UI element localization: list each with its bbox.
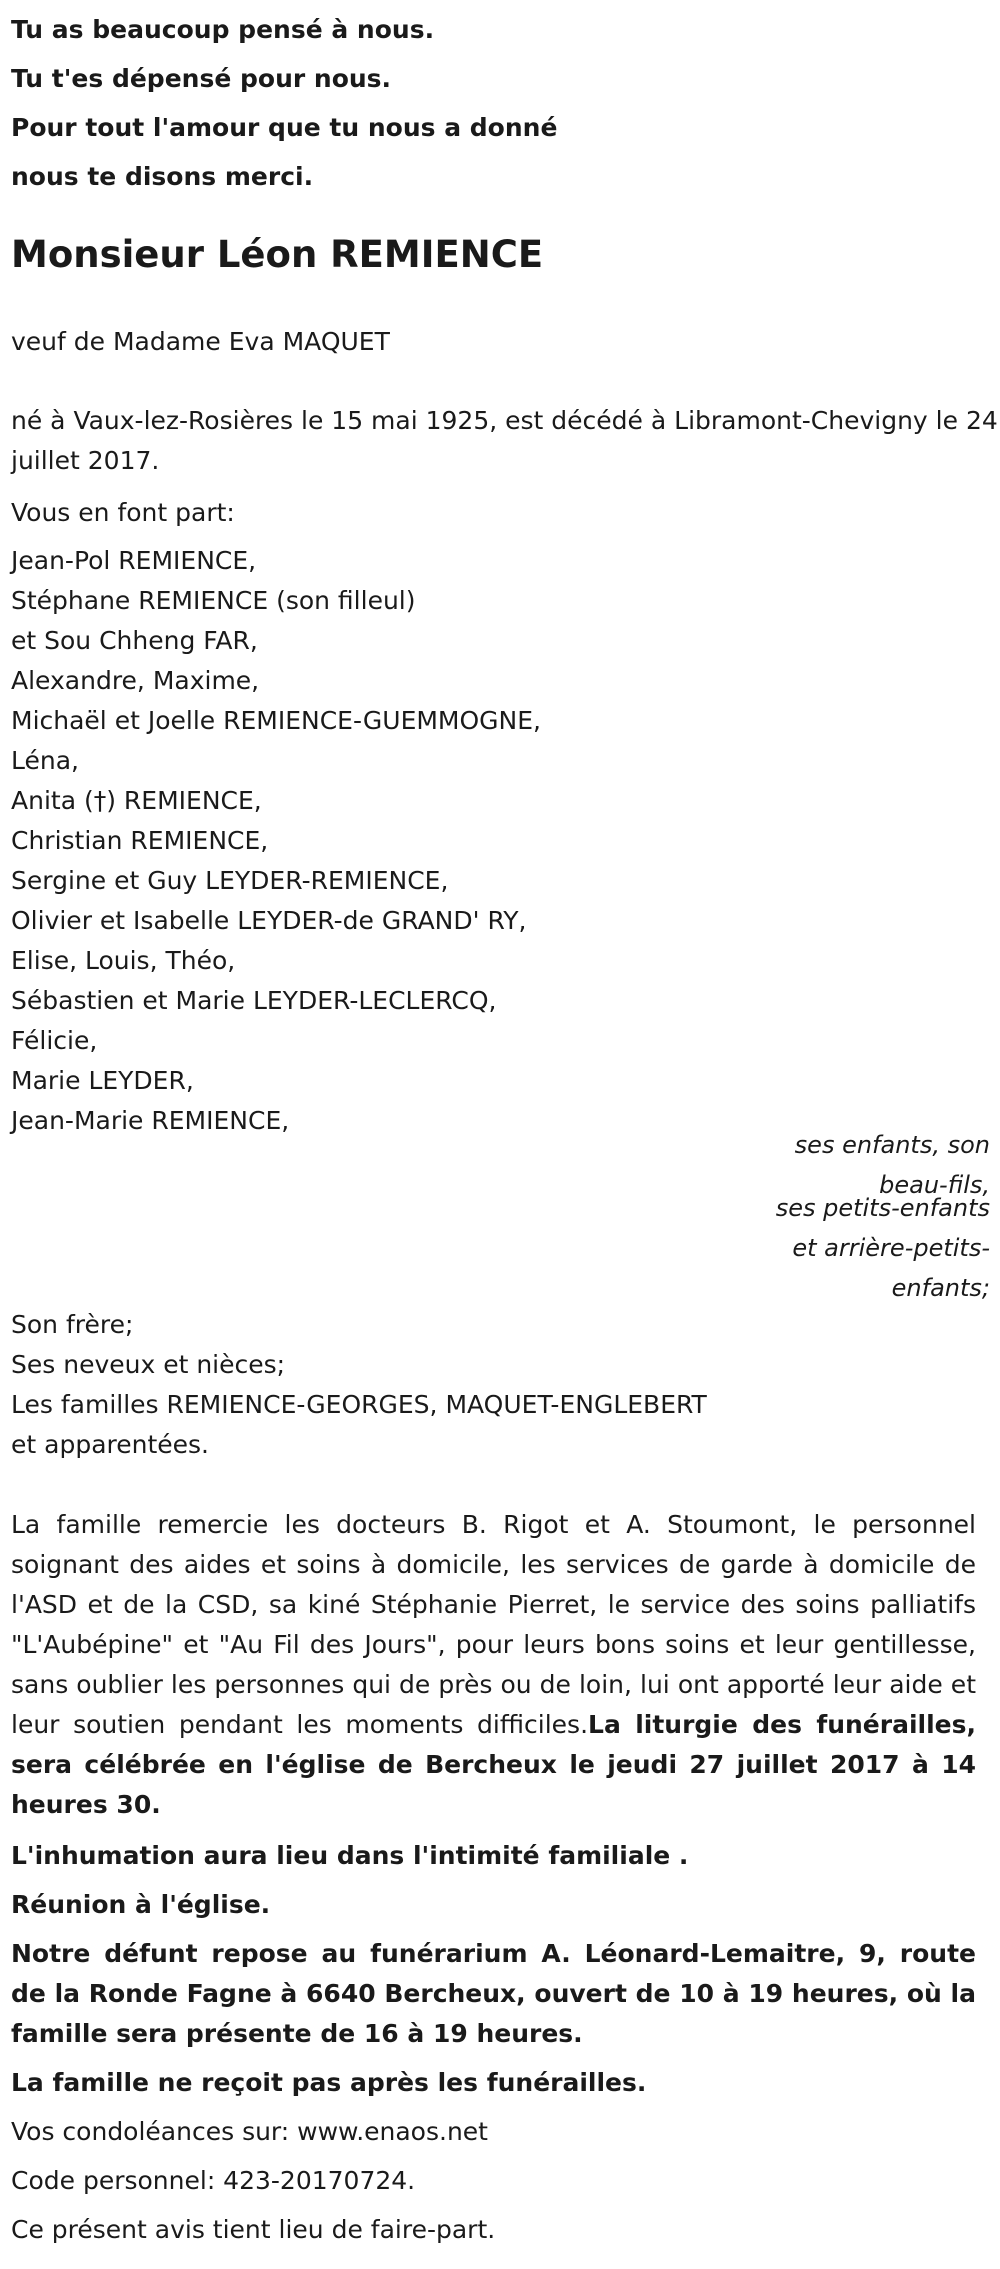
poem-line: Pour tout l'amour que tu nous a donné xyxy=(11,113,558,142)
family-member: Michaël et Joelle REMIENCE-GUEMMOGNE, xyxy=(11,706,541,735)
family-member: Léna, xyxy=(11,746,79,775)
poem-line: Tu t'es dépensé pour nous. xyxy=(11,64,392,93)
other-family-list xyxy=(11,1305,707,1465)
relation-children: ses enfants, son beau-fils, xyxy=(794,1131,990,1199)
poem xyxy=(11,5,711,201)
poem-line: nous te disons merci. xyxy=(11,162,314,191)
other-family-line: et apparentées. xyxy=(11,1430,209,1459)
family-member: Stéphane REMIENCE (son filleul) xyxy=(11,586,416,615)
family-member: Christian REMIENCE, xyxy=(11,826,269,855)
ceremony-details xyxy=(11,1836,976,2259)
thanks-paragraph xyxy=(11,1505,976,1825)
family-member: et Sou Chheng FAR, xyxy=(11,626,258,655)
widow-line: veuf de Madame Eva MAQUET xyxy=(11,327,390,356)
family-member: Alexandre, Maxime, xyxy=(11,666,260,695)
poem-line: Tu as beaucoup pensé à nous. xyxy=(11,15,435,44)
family-member: Jean-Pol REMIENCE, xyxy=(11,546,257,575)
relation-grandchildren: ses petits-enfants et arrière-petits-enfants; xyxy=(775,1194,990,1302)
family-member: Félicie, xyxy=(11,1026,98,1055)
deceased-name: Monsieur Léon REMIENCE xyxy=(11,233,544,276)
personal-code-line: Code personnel: 423-20170724. xyxy=(11,2166,416,2195)
family-member: Elise, Louis, Théo, xyxy=(11,946,236,975)
burial-line: L'inhumation aura lieu dans l'intimité familiale . xyxy=(11,1841,689,1870)
family-member: Marie LEYDER, xyxy=(11,1066,194,1095)
liturgy-text: La liturgie des funérailles, sera célébrée en l'église de Bercheux le jeudi 27 juillet 2017 à 14 heures 30. xyxy=(11,1710,976,1819)
family-members-list xyxy=(11,541,541,1141)
condolences-line: Vos condoléances sur: www.enaos.net xyxy=(11,2117,488,2146)
closing-line: Ce présent avis tient lieu de faire-part. xyxy=(11,2215,496,2244)
family-member: Sergine et Guy LEYDER-REMIENCE, xyxy=(11,866,449,895)
family-member: Olivier et Isabelle LEYDER-de GRAND' RY, xyxy=(11,906,527,935)
thanks-text: La famille remercie les docteurs B. Rigot et A. Stoumont, le personnel soignant des aides et soins à domicile, les services de garde à domicile de l'ASD et de la CSD, sa kiné Stéphanie Pierret, le service des soins palliatifs "L'Aubépine" et "Au Fil des Jours", pour leurs bons soins et leur gentillesse, sans oublier les personnes qui de près ou de loin, lui ont apporté leur aide et leur soutien pendant les moments difficiles. xyxy=(11,1510,976,1739)
family-member: Sébastien et Marie LEYDER-LECLERCQ, xyxy=(11,986,497,1015)
funeral-home-line: Notre défunt repose au funérarium A. Léonard-Lemaitre, 9, route de la Ronde Fagne à 6640 Bercheux, ouvert de 10 à 19 heures, où la famille sera présente de 16 à 19 heures. xyxy=(11,1939,976,2048)
family-member: Anita (†) REMIENCE, xyxy=(11,786,262,815)
birth-death-line: né à Vaux-lez-Rosières le 15 mai 1925, est décédé à Libramont-Chevigny le 24 juillet 2017. xyxy=(11,406,998,475)
family-member: Jean-Marie REMIENCE, xyxy=(11,1106,290,1135)
other-family-line: Les familles REMIENCE-GEORGES, MAQUET-ENGLEBERT xyxy=(11,1390,707,1419)
announcement-intro: Vous en font part: xyxy=(11,498,235,527)
no-reception-line: La famille ne reçoit pas après les funérailles. xyxy=(11,2068,647,2097)
other-family-line: Ses neveux et nièces; xyxy=(11,1350,286,1379)
other-family-line: Son frère; xyxy=(11,1310,134,1339)
meeting-line: Réunion à l'église. xyxy=(11,1890,271,1919)
